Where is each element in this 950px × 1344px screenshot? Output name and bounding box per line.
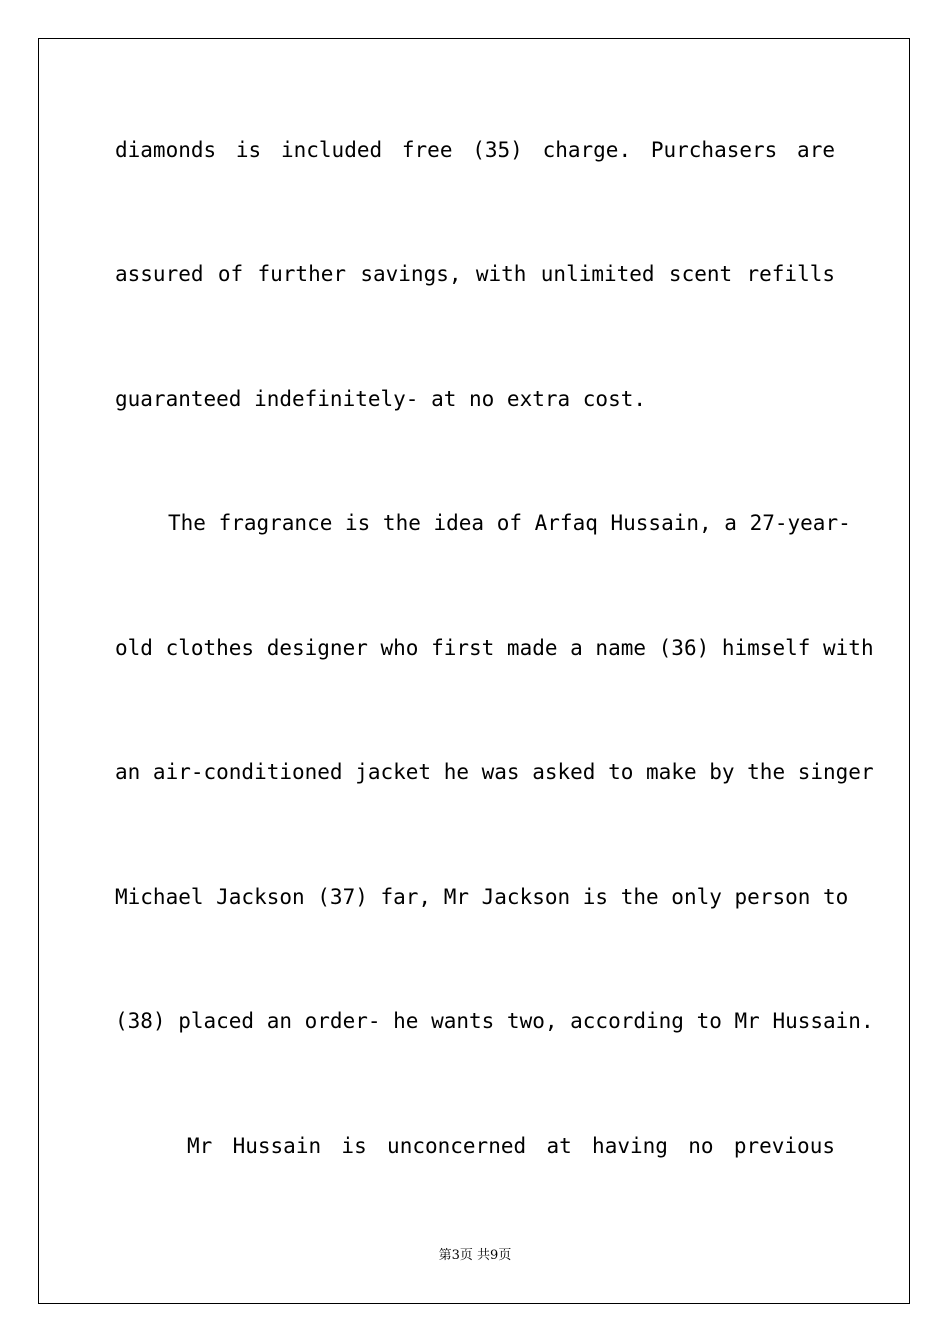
text-line: an air-conditioned jacket he was asked to make by the singer bbox=[115, 760, 874, 784]
text-line: guaranteed indefinitely- at no extra cost. bbox=[115, 387, 647, 411]
text-line: The fragrance is the idea of Arfaq Hussain, a 27-year- bbox=[168, 511, 851, 535]
text-line: diamonds is included free (35) charge. Purchasers are bbox=[115, 138, 835, 162]
text-line: assured of further savings, with unlimited scent refills bbox=[115, 262, 835, 286]
page-number: 第3页 共9页 bbox=[438, 1248, 512, 1263]
text-line: old clothes designer who first made a name (36) himself with bbox=[115, 636, 874, 660]
text-line: Michael Jackson (37) far, Mr Jackson is the only person to bbox=[115, 885, 849, 909]
text-line: Mr Hussain is unconcerned at having no previous bbox=[187, 1134, 835, 1158]
text-line: (38) placed an order- he wants two, according to Mr Hussain. bbox=[115, 1009, 874, 1033]
page-border bbox=[38, 38, 910, 1304]
